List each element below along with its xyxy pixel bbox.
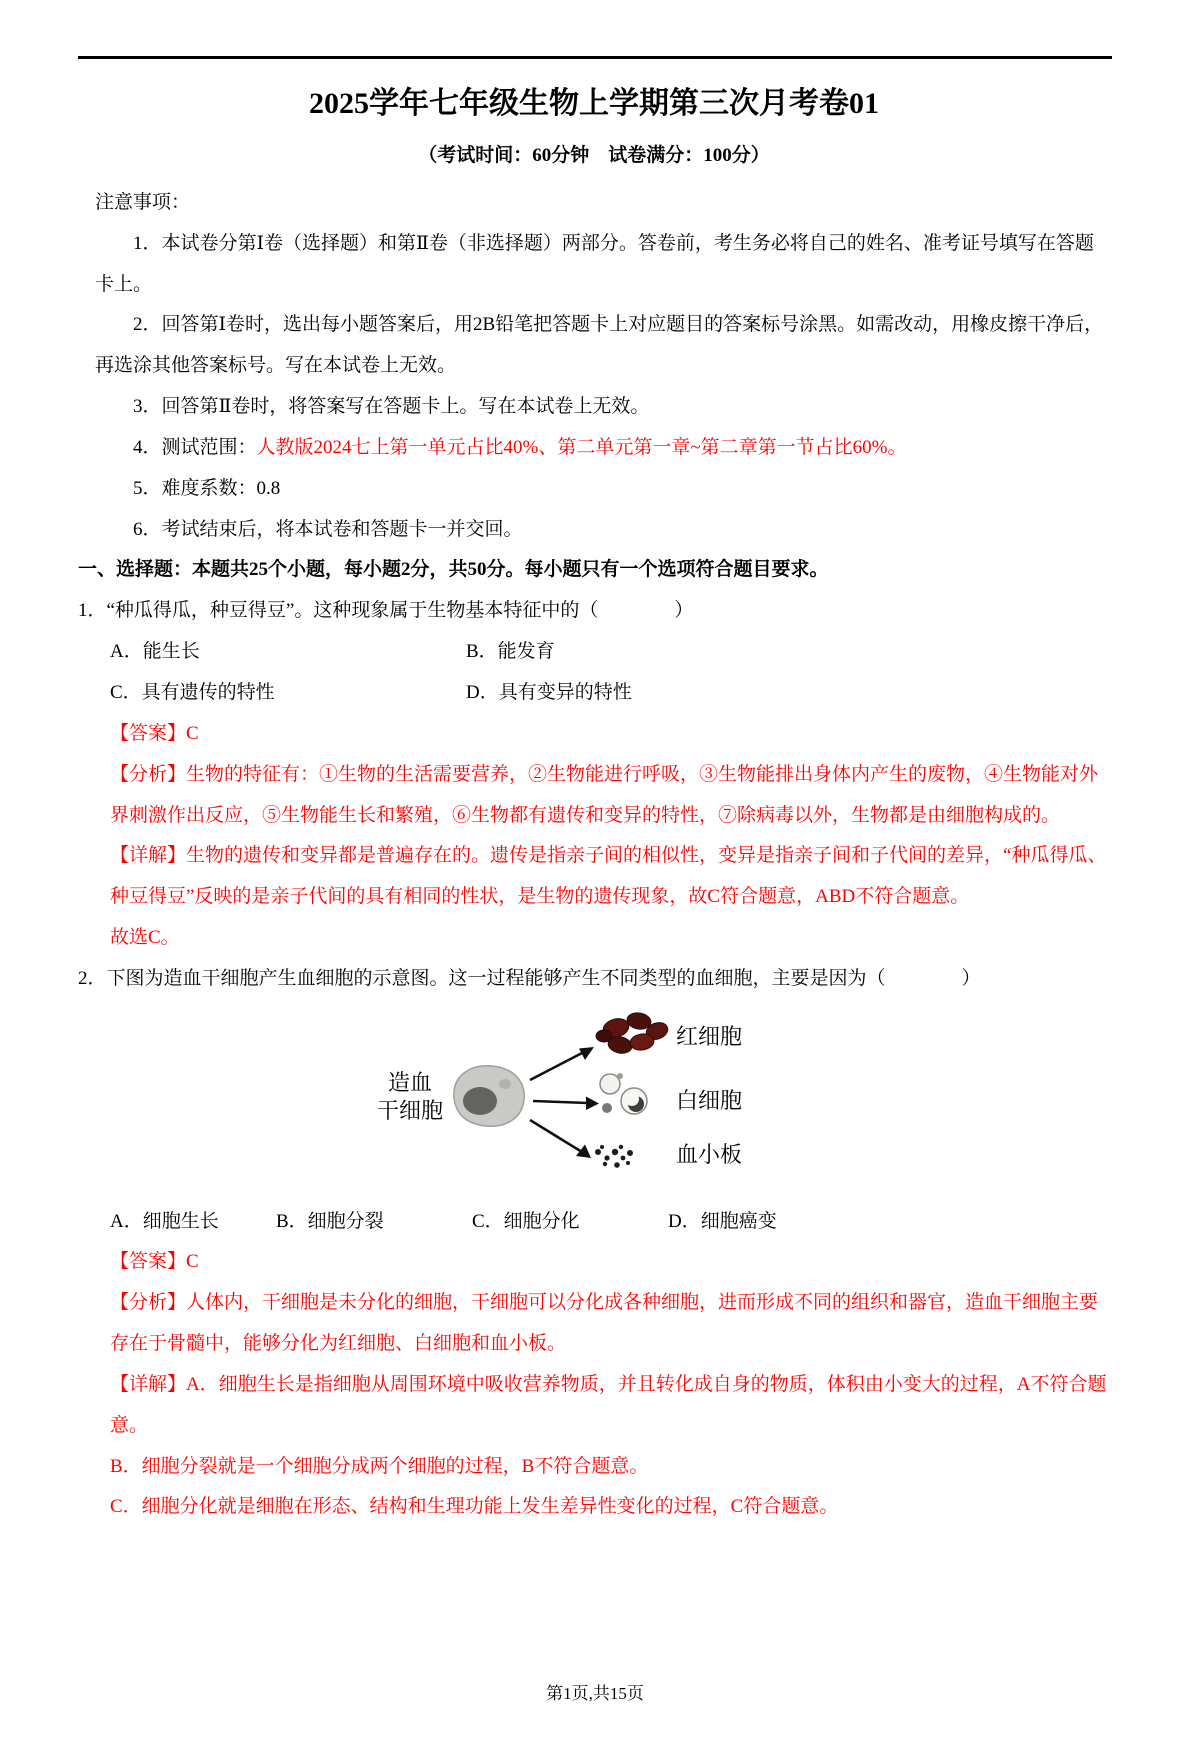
white-cells-label: 白细胞 bbox=[676, 1087, 743, 1113]
platelets-label: 血小板 bbox=[676, 1141, 743, 1167]
notice-item-4 bbox=[95, 428, 1110, 469]
q1-option-c: C．具有遗传的特性 bbox=[110, 681, 275, 703]
q1-option-b: B．能发育 bbox=[466, 641, 555, 663]
exam-paper bbox=[0, 59, 1190, 1528]
stem-cell-label-line1: 造血 bbox=[387, 1069, 433, 1095]
section-1-heading: 一、选择题：本题共25个小题，每小题2分，共50分。每小题只有一个选项符合题目要求。 bbox=[78, 559, 829, 581]
notice-item-3: 3．回答第Ⅱ卷时，将答案写在答题卡上。写在本试卷上无效。 bbox=[133, 396, 650, 418]
platelets-illustration bbox=[595, 1145, 633, 1168]
q2-option-a: A．细胞生长 bbox=[110, 1210, 219, 1232]
q1-options bbox=[110, 632, 1110, 714]
notice-item-4-scope: 人教版2024七上第一单元占比40%、第二单元第一章~第二章第一节占比60%。 bbox=[256, 436, 907, 458]
q2-stem: 2．下图为造血干细胞产生血细胞的示意图。这一过程能够产生不同类型的血细胞，主要是因为（ ） bbox=[78, 967, 981, 989]
q1-analysis bbox=[110, 755, 1110, 837]
question-1 bbox=[78, 591, 1110, 959]
q2-detail-c: C．细胞分化就是细胞在形态、结构和生理功能上发生差异性变化的过程，C符合题意。 bbox=[110, 1496, 839, 1518]
q2-analysis-text: 人体内，干细胞是未分化的细胞，干细胞可以分化成各种细胞，进而形成不同的组织和器官，造血干细胞主要存在于骨髓中，能够分化为红细胞、白细胞和血小板。 bbox=[110, 1292, 1099, 1355]
page-footer: 第1页,共15页 bbox=[546, 1684, 644, 1703]
stem-cell-label-line2: 干细胞 bbox=[376, 1097, 444, 1123]
notice-item-2: 2．回答第Ⅰ卷时，选出每小题答案后，用2B铅笔把答题卡上对应题目的答案标号涂黑。如需改动，用橡皮擦干净后，再选涂其他答案标号。写在本试卷上无效。 bbox=[95, 314, 1104, 377]
q1-analysis-label: 【分析】 bbox=[110, 763, 187, 785]
q2-answer-line bbox=[110, 1242, 1110, 1283]
page-title: 2025学年七年级生物上学期第三次月考卷01 bbox=[309, 87, 879, 120]
stem-cell-illustration bbox=[454, 1066, 524, 1126]
q2-option-b: B．细胞分裂 bbox=[276, 1210, 384, 1232]
q2-analysis bbox=[110, 1283, 1110, 1365]
q1-detail-label: 【详解】 bbox=[110, 845, 187, 867]
q2-detail-a bbox=[110, 1365, 1110, 1447]
notice-item-6: 6．考试结束后，将本试卷和答题卡一并交回。 bbox=[133, 518, 523, 540]
q1-detail bbox=[110, 836, 1110, 918]
blood-cell-diagram bbox=[358, 1006, 758, 1184]
q2-option-c: C．细胞分化 bbox=[472, 1210, 580, 1232]
white-blood-cells-illustration bbox=[600, 1073, 647, 1114]
q2-detail-label: 【详解】 bbox=[110, 1373, 187, 1395]
q1-answer-label: 【答案】 bbox=[110, 722, 187, 744]
q1-answer-line bbox=[110, 714, 1110, 755]
red-cells-label: 红细胞 bbox=[676, 1023, 743, 1049]
q1-answer-value: C bbox=[186, 722, 199, 744]
question-2 bbox=[78, 959, 1110, 1528]
notice-heading: 注意事项： bbox=[95, 191, 191, 213]
red-blood-cells-illustration bbox=[596, 1011, 670, 1055]
notice-section bbox=[95, 183, 1110, 551]
q1-analysis-text: 生物的特征有：①生物的生活需要营养，②生物能进行呼吸，③生物能排出身体内产生的废物，④生物能对外界刺激作出反应，⑤生物能生长和繁殖，⑥生物都有遗传和变异的特性，⑦除病毒以外，生物都是由细胞构成的。 bbox=[110, 763, 1099, 826]
exam-info-subtitle: （考试时间：60分钟 试卷满分：100分） bbox=[418, 145, 770, 166]
differentiation-arrows bbox=[530, 1047, 599, 1158]
q2-answer-value: C bbox=[186, 1251, 199, 1273]
q2-analysis-label: 【分析】 bbox=[110, 1292, 187, 1314]
q2-options bbox=[110, 1202, 1110, 1243]
q1-option-a: A．能生长 bbox=[110, 641, 200, 663]
q1-detail-text: 生物的遗传和变异都是普遍存在的。遗传是指亲子间的相似性，变异是指亲子间和子代间的差异，“种瓜得瓜、种豆得豆”反映的是亲子代间的具有相同的性状，是生物的遗传现象，故C符合题意，ABD不符合题意。 bbox=[110, 845, 1107, 908]
q2-detail-a-text: A．细胞生长是指细胞从周围环境中吸收营养物质，并且转化成自身的物质，体积由小变大的过程，A不符合题意。 bbox=[110, 1373, 1107, 1436]
q2-detail-b: B．细胞分裂就是一个细胞分成两个细胞的过程，B不符合题意。 bbox=[110, 1455, 649, 1477]
q2-diagram-wrap bbox=[358, 1006, 1110, 1200]
notice-item-4-prefix: 4．测试范围： bbox=[133, 436, 257, 458]
q2-answer-label: 【答案】 bbox=[110, 1251, 187, 1273]
q1-stem: 1．“种瓜得瓜，种豆得豆”。这种现象属于生物基本特征中的（ ） bbox=[78, 600, 694, 622]
q2-option-d: D．细胞癌变 bbox=[668, 1210, 777, 1232]
notice-item-5: 5．难度系数：0.8 bbox=[133, 477, 281, 499]
q1-conclusion: 故选C。 bbox=[110, 927, 180, 949]
q1-option-d: D．具有变异的特性 bbox=[466, 681, 632, 703]
notice-item-1: 1．本试卷分第Ⅰ卷（选择题）和第Ⅱ卷（非选择题）两部分。答卷前，考生务必将自己的姓名、准考证号填写在答题卡上。 bbox=[95, 232, 1094, 295]
